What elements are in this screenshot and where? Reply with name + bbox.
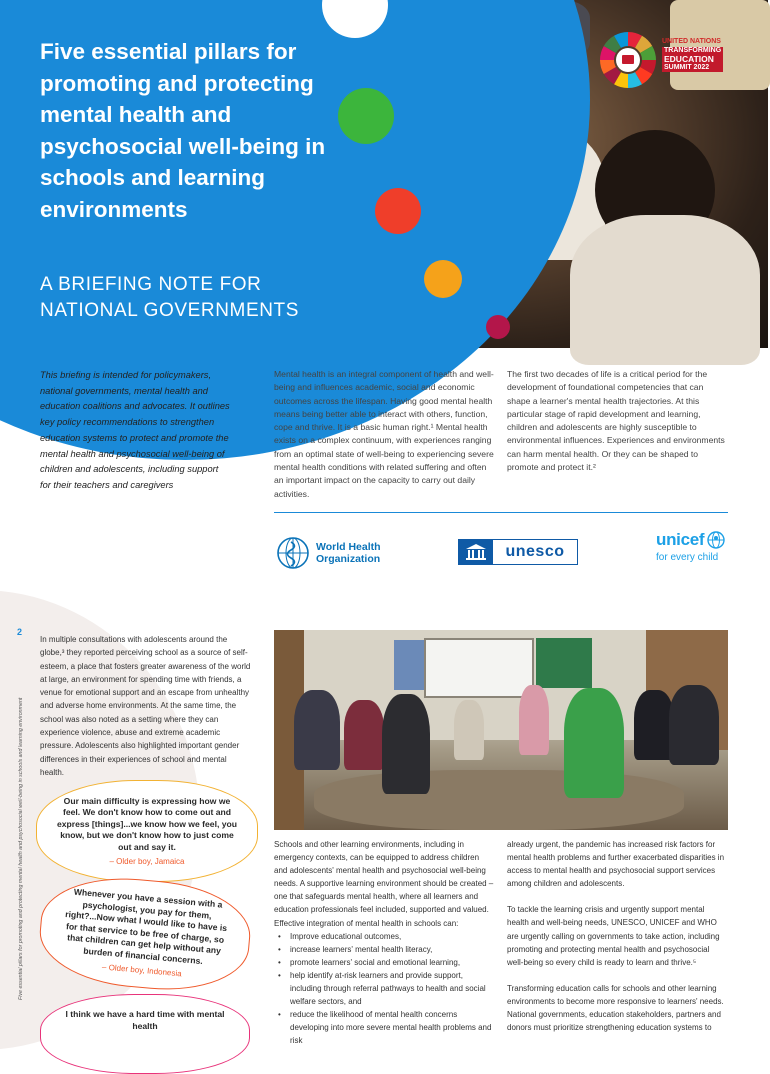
decorative-dot-maroon: [486, 315, 510, 339]
unicef-logo: [656, 530, 736, 563]
quote-attribution: – Older boy, Indonesia: [101, 962, 183, 979]
page-title: Five essential pillars for promoting and protecting mental health and psychosocial well-being in schools and learning environments: [40, 39, 326, 222]
unicef-tagline: for every child: [656, 552, 719, 563]
unesco-wordmark: unesco: [505, 543, 565, 560]
section-divider: [274, 512, 728, 513]
classroom-circle-photo: [274, 630, 728, 830]
hero-banner: [0, 0, 768, 348]
unesco-logo: [458, 539, 578, 565]
consultations-paragraph: In multiple consultations with adolescents around the globe,³ they reported perceiving school as a source of self-esteem, a place that fosters greater awareness of the world at large, an environment for spending time with friends, a venue for emotional support and an escape from unhealthy and adverse home environments. At the same time, the school was also noted as a setting where they can experience violence, abuse and extreme academic pressure. Adolescents also highlighted important gender differences in their experiences of school and mental health.: [40, 635, 251, 777]
list-item: • help identify at-risk learners and provide support, including through referral pathways to health and social welfare sectors, and: [274, 969, 494, 1008]
benefits-list: [274, 930, 494, 1048]
quote-text: Whenever you have a session with a psychologist, you pay for them, right?...Now what I would like to have is for that service to be free of charge, so that children can get help without any burden of financial concerns.: [64, 886, 228, 966]
pandemic-paragraph: already urgent, the pandemic has increased risk factors for mental health problems and further exacerbated disparities in access to mental health and psychosocial support services among children and adolescents.: [507, 840, 725, 889]
unesco-temple-icon: [459, 540, 493, 564]
unicef-globe-icon: [707, 531, 725, 549]
who-logo: [276, 536, 386, 570]
un-transforming-education-summit-logo: [598, 30, 728, 90]
page-number: 2: [17, 627, 23, 637]
list-item: • promote learners' social and emotional learning,: [274, 956, 494, 969]
running-side-title: Five essential pillars for promoting and protecting mental health and psychosocial well-being in schools and learning environment: [18, 697, 24, 1000]
quote-attribution: – Older boy, Jamaica: [109, 857, 185, 867]
who-emblem-icon: [276, 536, 310, 570]
who-logo-line1: World Health: [316, 541, 381, 553]
page2-column-a: [274, 838, 494, 1048]
body-column-first-two-decades: The first two decades of life is a critical period for the development of foundational competencies that can shape a learner's mental health trajectories. At this particular stage of rapid development and learning, children and adolescents are highly susceptible to environmental influences. Experiences and environments can harm mental health. Or they can be shaped to promote and protect it.²: [507, 369, 725, 473]
list-item: • increase learners' mental health literacy,: [274, 943, 494, 956]
quote-bubble-third: [40, 994, 250, 1074]
sdg-wheel-icon: [598, 30, 658, 90]
body-column-mental-health: Mental health is an integral component of health and well-being and influences academic, social and economic outcomes across the lifespan. Having good mental health means being better able to interact with others, function, cope and thrive. It is a basic human right.¹ Mental health exists on a complex continuum, with experiences ranging from an optimal state of well-being to experiencing severe mental health conditions with related suffering and often an important impact on the capacity to carry out daily activities.: [274, 369, 494, 499]
quote-text: Our main difficulty is expressing how we feel. We don't know how to come out and express [things]...we know how we feel, you know, but we don't know how to just come out and say it.: [56, 795, 238, 852]
call-to-action-paragraph: To tackle the learning crisis and urgently support mental health and well-being needs, UNESCO, UNICEF and WHO are urgently calling on governments to take action, including promoting and protecting mental health and psychosocial well-being so every child is ready to learn and thrive.⁵: [507, 905, 720, 967]
who-logo-line2: Organization: [316, 553, 381, 565]
page-subtitle: A BRIEFING NOTE FOR NATIONAL GOVERNMENTS: [40, 274, 300, 321]
summit-logo-text: UNITED NATIONS TRANSFORMING EDUCATION SUMMIT 2022: [662, 38, 722, 71]
schools-paragraph: Schools and other learning environments, including in emergency contexts, can be equipped to address children and adolescents' mental health and psychosocial well-being needs. A supportive learning environment should be created – one that safeguards mental health, where all learners and education professionals feel included, supported and valued. Effective integration of mental health in schools can:: [274, 840, 494, 928]
list-item: • reduce the likelihood of mental health concerns developing into more severe mental health problems and risk: [274, 1008, 494, 1047]
list-item: • Improve educational outcomes,: [274, 930, 494, 943]
page2-column-b: [507, 838, 727, 1034]
quote-bubble-jamaica: [36, 780, 258, 882]
unicef-wordmark: unicef: [656, 530, 705, 549]
transforming-education-paragraph: Transforming education calls for schools and other learning environments to become more responsive to learners' needs. National governments, education stakeholders, partners and donors must prioritize strengthening education systems to: [507, 983, 724, 1033]
briefing-intro: This briefing is intended for policymakers, national governments, mental health and education coalitions and advocates. It outlines key policy recommendations to strengthen education systems to protect and promote the mental health and psychosocial well-being of children and adolescents, including support for their teachers and caregivers: [40, 370, 230, 490]
decorative-dot-green: [338, 88, 394, 144]
decorative-dot-red: [375, 188, 421, 234]
quote-text: I think we have a hard time with mental health: [65, 1009, 225, 1031]
decorative-dot-orange: [424, 260, 462, 298]
